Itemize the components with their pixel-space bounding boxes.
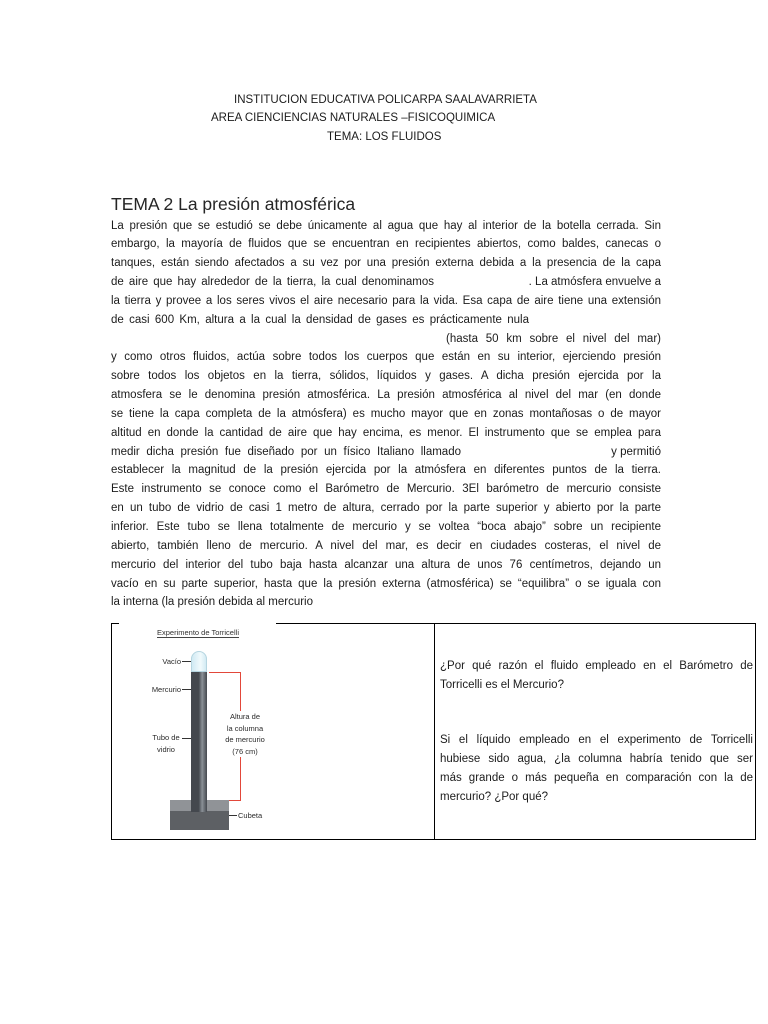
question-line: hubiese sido agua, ¿la columna habría tenido que ser [440,752,753,765]
height-bracket-bottom [229,800,241,801]
paragraph-line: inferior. Este tubo se llena totalmente de mercurio y se voltea “boca abajo” sobre un recipiente [111,521,661,533]
mercury-leader-line [182,689,191,690]
paragraph-line: en un tubo de vidrio de casi 1 metro de altura, cerrado por la parte superior y abierto por la parte [111,502,661,515]
question-line: más grande o más pequeña en comparación con la de [440,771,753,784]
question-line: Torricelli es el Mercurio? [440,678,564,691]
paragraph-line: abierto, también lleno de mercurio. A nivel del mar, es decir en ciudades costeras, el nivel de [111,539,661,552]
paragraph-line: sobre todos los objetos en la tierra, sólidos, líquidos y gases. A dicha presión ejercida por la [111,370,661,383]
text-before-blank: medir dicha presión fue diseñado por un físico Italiano llamado [111,445,461,458]
figure-title: Experimento de Torricelli [157,628,239,637]
document-topic: TEMA: LOS FLUIDOS [327,131,442,143]
glass-tube [191,651,207,812]
height-label-line: de mercurio [225,735,265,744]
paragraph-line: establecer la magnitud de la presión ejercida por la atmósfera en diferentes puntos de la tierra. [111,464,661,477]
height-label-line: (76 cm) [232,746,258,756]
question-line: Si el líquido empleado en el experimento de Torricelli [440,733,753,746]
question-line: ¿Por qué razón el fluido empleado en el Barómetro de [440,659,753,672]
question-2 [440,731,753,807]
vacuum-label: Vacío [162,656,181,666]
paragraph-line: de casi 600 Km, altura a la cual la densidad de gases es prácticamente nula [111,313,529,326]
paragraph-line: la tierra y provee a los seres vivos el aire necesario para la vida. Esa capa de aire tiene una extensión [111,294,661,307]
height-label-line: Altura de [229,712,261,721]
paragraph-line: altitud en donde la cantidad de aire que hay encima, es menor. El instrumento que se emplea para [111,426,661,439]
basin-label: Cubeta [238,810,263,820]
tube-label [149,732,183,756]
text-after-blank: . La atmósfera envuelve a [528,276,661,289]
height-bracket-top [209,672,241,673]
paragraph-line: La presión que se estudió se debe únicamente al agua que hay al interior de la botella cerrada. Sin [111,219,661,232]
body-paragraph [111,217,661,613]
paragraph-line: Este instrumento se conoce como el Barómetro de Mercurio. 3El barómetro de mercurio consiste [111,483,661,496]
paragraph-line: mercurio del interior del tubo baja hasta alcanzar una altura de unos 76 centímetros, dejando un [111,558,661,571]
tube-label-line: Tubo de [152,733,180,742]
paragraph-line: embargo, la mayoría de fluidos que se encuentran en recipientes abiertos, como baldes, canecas o [111,238,661,251]
text-before-blank: de aire que hay alrededor de la tierra, la cual denominamos [111,276,434,289]
vacuum-region [191,651,207,672]
tube-label-line: vidrio [157,745,175,754]
paragraph-line [111,443,661,462]
section-title: TEMA 2 La presión atmosférica [111,194,356,214]
paragraph-line: vacío en su parte superior, hasta que la presión externa (atmosférica) se “equilibra” o se iguala con [111,577,661,590]
paragraph-line: se tiene la capa completa de la atmósfera) es mucho mayor que en zonas montañosas o de mayor [111,407,661,420]
height-label-line: la columna [226,723,264,733]
paragraph-line: tanques, están siendo afectados a su vez por una presión externa debida a la presencia de la capa [111,257,661,270]
paragraph-line [111,273,661,292]
question-line: mercurio? ¿Por qué? [440,790,549,803]
question-1 [440,657,753,695]
mercury-column [191,672,207,812]
torricelli-figure [119,617,276,830]
basin-leader-line [229,815,237,816]
paragraph-line: (hasta 50 km sobre el nivel del mar) [446,332,661,345]
text-after-blank: y permitió [611,445,661,458]
paragraph-line: y como otros fluidos, actúa sobre todos los cuerpos que están en su interior, ejerciendo presión [111,351,661,364]
institution-name: INSTITUCION EDUCATIVA POLICARPA SAALAVARRIETA [234,94,537,106]
vacuum-leader-line [182,661,191,662]
column-height-label [221,711,269,757]
subject-area: AREA CIENCIENCIAS NATURALES –FISICOQUIMICA [211,112,496,124]
paragraph-line: atmosfera se le denomina presión atmosférica. La presión atmosférica al nivel del mar (en donde [111,389,661,402]
paragraph-line: la interna (la presión debida al mercurio [111,596,313,609]
tube-leader-line [182,738,191,739]
figure-cell [112,624,434,839]
questions-table [111,623,756,840]
mercury-label: Mercurio [151,684,181,694]
questions-cell [434,624,755,839]
